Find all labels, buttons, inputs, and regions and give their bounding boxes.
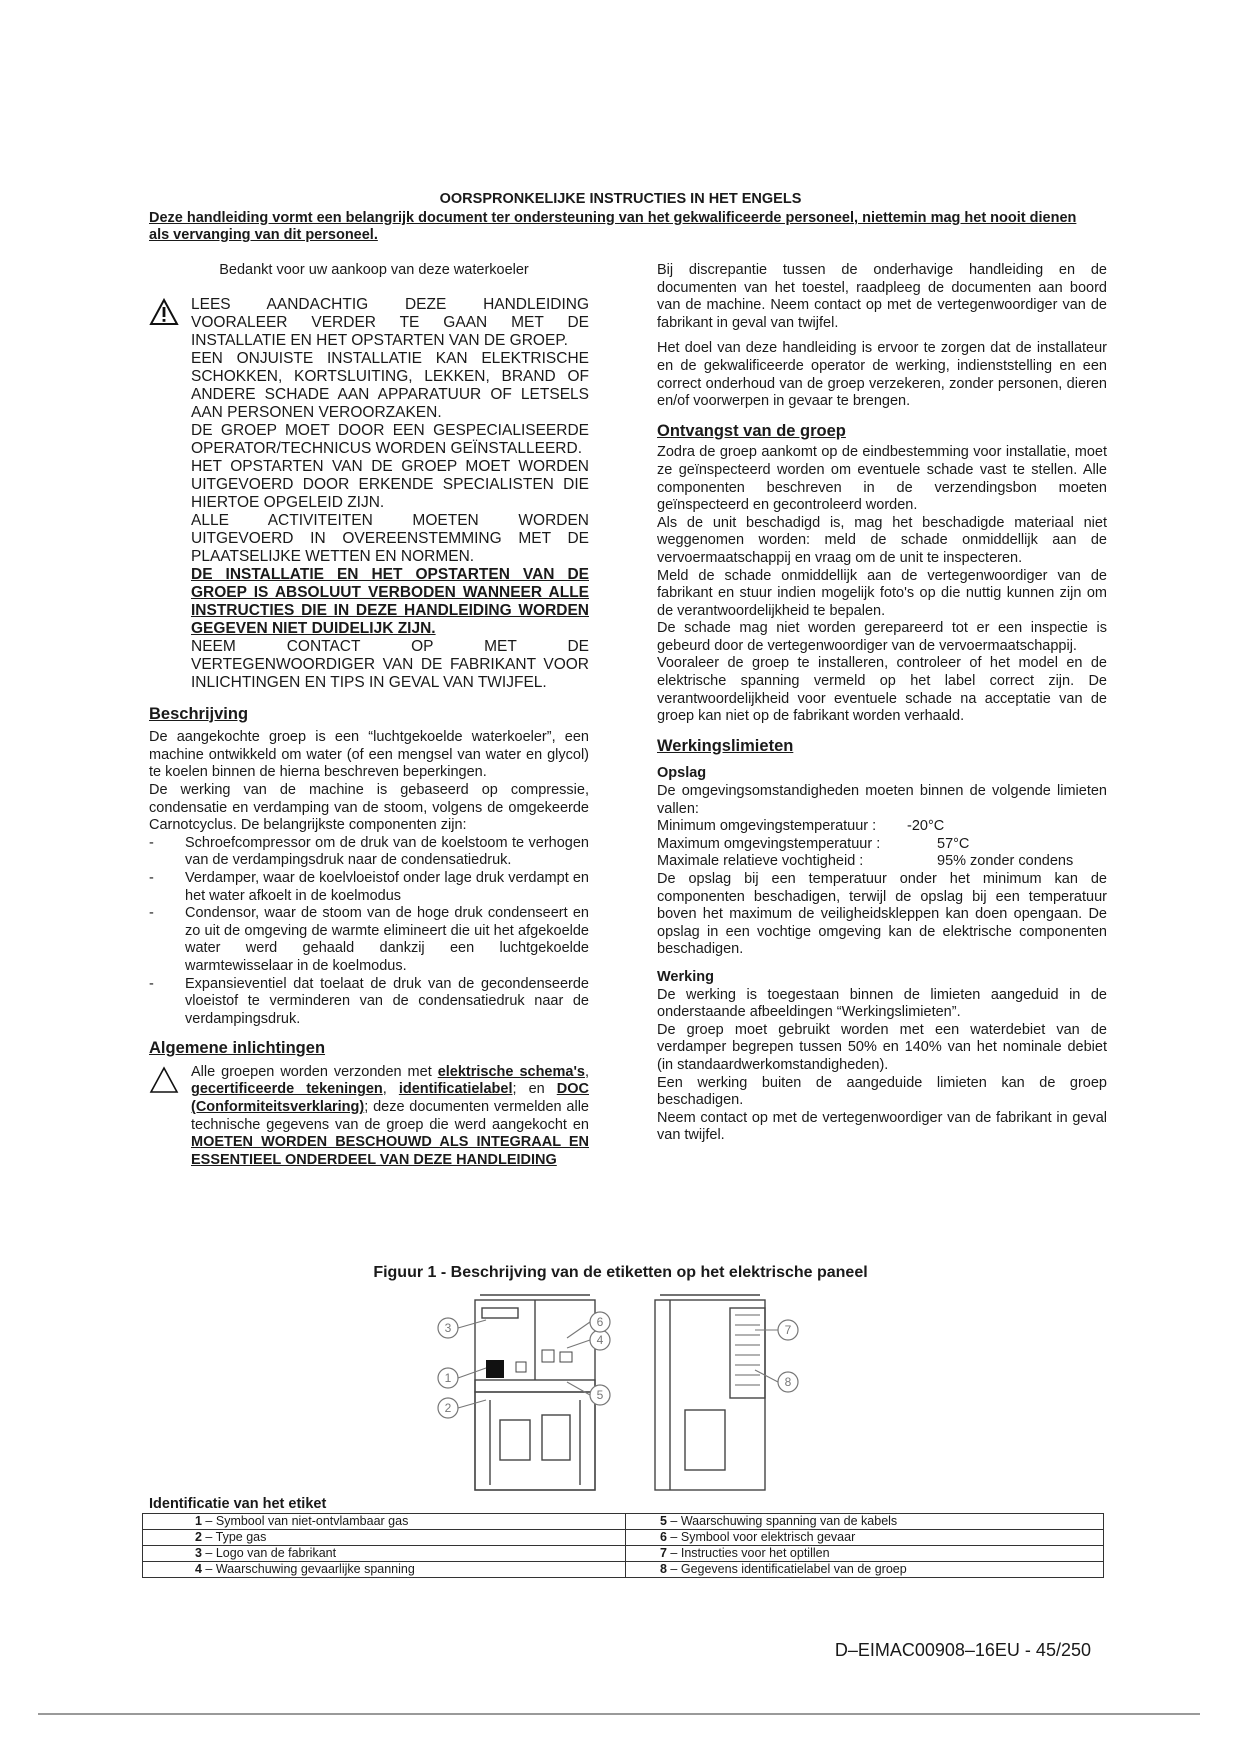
limit-row: Minimum omgevingstemperatuur : -20°C bbox=[657, 818, 945, 835]
beschrijving-paragraph: De aangekochte groep is een “luchtgekoelde waterkoeler”, een machine ontwikkeld om water (of een mengsel van water en glycol) te koelen binnen de hierna beschreven beperkingen. bbox=[149, 729, 589, 781]
section-heading-ontvangst: Ontvangst van de groep bbox=[657, 421, 846, 440]
callout-7: 7 bbox=[784, 1323, 792, 1337]
werking-paragraph: Een werking buiten de aangeduide limieten kan de groep beschadigen. bbox=[657, 1074, 1107, 1109]
table-cell: 2 – Type gas bbox=[143, 1530, 626, 1546]
werking-paragraph: De groep moet gebruikt worden met een waterdebiet van de verdamper begrepen tussen 50% en 140% van het nominale debiet (in standaardwerkomstandigheden). bbox=[657, 1021, 1107, 1073]
component-list-item: - Schroefcompressor om de druk van de koelstoom te verhogen van de verdampingsdruk naar de condensatiedruk. bbox=[149, 834, 589, 869]
limit-row: Maximum omgevingstemperatuur : 57°C bbox=[657, 835, 970, 852]
callout-4: 4 bbox=[596, 1333, 604, 1347]
table-row bbox=[143, 1530, 1104, 1546]
ontvangst-paragraph: Als de unit beschadigd is, mag het beschadigde materiaal niet weggenomen worden: meld de schade onmiddellijk aan de vervoermaatschappij en vraag om de unit te inspecteren. bbox=[657, 514, 1107, 566]
table-cell: 7 – Instructies voor het optillen bbox=[626, 1546, 1104, 1562]
left-column bbox=[149, 262, 589, 1169]
chiller-unit-drawing bbox=[430, 1290, 800, 1510]
warning-line: LEES AANDACHTIG DEZE HANDLEIDING VOORALEER VERDER TE GAAN MET DE INSTALLATIE EN HET OPSTARTEN VAN DE GROEP. bbox=[191, 295, 589, 349]
callout-6: 6 bbox=[596, 1315, 604, 1329]
warning-line: DE GROEP MOET DOOR EEN GESPECIALISEERDE OPERATOR/TECHNICUS WORDEN GEÏNSTALLEERD. bbox=[191, 421, 589, 457]
table-cell: 6 – Symbool voor elektrisch gevaar bbox=[626, 1530, 1104, 1546]
subheading-opslag: Opslag bbox=[657, 765, 707, 782]
ontvangst-paragraph: Meld de schade onmiddellijk aan de vertegenwoordiger van de fabrikant en stuur indien mogelijk foto's op die nuttig kunnen zijn om de verantwoordelijkheid te bepalen. bbox=[657, 567, 1107, 619]
werking-paragraph: De werking is toegestaan binnen de limieten aangeduid in de onderstaande afbeeldingen “Werkingslimieten”. bbox=[657, 986, 1107, 1021]
ontvangst-paragraph: Zodra de groep aankomt op de eindbestemming voor installatie, moet ze geïnspecteerd worden om eventuele schade vast te stellen. Alle componenten beschreven in de verzendingsbon moeten geïnspecteerd en gecontroleerd worden. bbox=[657, 444, 1107, 514]
callout-3: 3 bbox=[444, 1321, 452, 1335]
table-cell: 4 – Waarschuwing gevaarlijke spanning bbox=[143, 1562, 626, 1578]
thanks-line: Bedankt voor uw aankoop van deze waterkoeler bbox=[219, 262, 529, 278]
callout-2: 2 bbox=[444, 1401, 452, 1415]
page-divider bbox=[38, 1713, 1200, 1715]
warning-contact: NEEM CONTACT OP MET DE VERTEGENWOORDIGER VAN DE FABRIKANT VOOR INLICHTINGEN EN TIPS IN GEVAL VAN TWIJFEL. bbox=[191, 637, 589, 691]
subheading-werking: Werking bbox=[657, 968, 714, 985]
ontvangst-paragraph: De schade mag niet worden gerepareerd tot er een inspectie is gebeurd door de vertegenwoordiger van de vervoermaatschappij. bbox=[657, 620, 1107, 654]
table-row bbox=[143, 1514, 1104, 1530]
opslag-intro: De omgevingsomstandigheden moeten binnen de volgende limieten vallen: bbox=[657, 783, 1107, 817]
general-info-text: Alle groepen worden verzonden met elektrische schema's, gecertificeerde tekeningen, identificatielabel; en DOC (Conformiteitsverklaring); deze documenten vermelden alle technische gegevens van de groep die werd aangekocht en MOETEN WORDEN BESCHOUWD ALS INTEGRAAL EN ESSENTIEEL ONDERDEEL VAN DEZE HANDLEIDING bbox=[191, 1063, 589, 1168]
general-info-block bbox=[149, 1064, 589, 1170]
callout-8: 8 bbox=[784, 1375, 792, 1389]
label-table bbox=[142, 1513, 1104, 1578]
warning-line: HET OPSTARTEN VAN DE GROEP MOET WORDEN UITGEVOERD DOOR ERKENDE SPECIALISTEN DIE HIERTOE OPGELEID ZIJN. bbox=[191, 457, 589, 511]
component-list-item: - Verdamper, waar de koelvloeistof onder lage druk verdampt en het water afkoelt in de koelmodus bbox=[149, 869, 589, 904]
figure-caption: Figuur 1 - Beschrijving van de etiketten op het elektrische paneel bbox=[373, 1264, 868, 1281]
discrepancy-paragraph: Bij discrepantie tussen de onderhavige handleiding en de documenten van het toestel, raadpleeg de documenten aan boord van de machine. Neem contact op met de vertegenwoordiger van de fabrikant in geval van twijfel. bbox=[657, 262, 1107, 331]
label-table-heading: Identificatie van het etiket bbox=[149, 1496, 327, 1512]
table-cell: 1 – Symbool van niet-ontvlambaar gas bbox=[143, 1514, 626, 1530]
table-cell: 5 – Waarschuwing spanning van de kabels bbox=[626, 1514, 1104, 1530]
intro-statement: Deze handleiding vormt een belangrijk document ter ondersteuning van het gekwalificeerde personeel, niettemin mag het nooit dienen als vervanging van dit personeel. bbox=[149, 210, 1077, 243]
right-column bbox=[657, 262, 1107, 1145]
callout-5: 5 bbox=[596, 1388, 604, 1402]
callout-1: 1 bbox=[444, 1371, 452, 1385]
purpose-paragraph: Het doel van deze handleiding is ervoor te zorgen dat de installateur en de gekwalificeerde operator de werking, indienststelling en een correct onderhoud van de groep verzekeren, zonder personen, dieren en/of voorwerpen in gevaar te brengen. bbox=[657, 340, 1107, 410]
label-marker bbox=[486, 1360, 504, 1378]
limit-row: Maximale relatieve vochtigheid : 95% zonder condens bbox=[657, 853, 1074, 870]
document-reference: D–EIMAC00908–16EU - 45/250 bbox=[834, 1640, 1091, 1660]
section-heading-algemeen: Algemene inlichtingen bbox=[149, 1039, 326, 1058]
warning-line: EEN ONJUISTE INSTALLATIE KAN ELEKTRISCHE SCHOKKEN, KORTSLUITING, LEKKEN, BRAND OF ANDERE SCHADE AAN APPARATUUR OF LETSELS AAN PERSONEN VEROORZAKEN. bbox=[191, 349, 589, 421]
warning-prohibition: DE INSTALLATIE EN HET OPSTARTEN VAN DE GROEP IS ABSOLUUT VERBODEN WANNEER ALLE INSTRUCTIES DIE IN DEZE HANDLEIDING WORDEN GEGEVEN NIET DUIDELIJK ZIJN. bbox=[191, 565, 589, 637]
table-row bbox=[143, 1562, 1104, 1578]
caution-triangle-icon bbox=[149, 1066, 179, 1094]
component-list-item: - Condensor, waar de stoom van de hoge druk condenseert en zo uit de omgeving de warmte elimineert die uit het afgekoelde water werd gehaald dankzij een luchtgekoelde warmtewisselaar in de koelmodus. bbox=[149, 905, 589, 974]
table-cell: 3 – Logo van de fabrikant bbox=[143, 1546, 626, 1562]
table-cell: 8 – Gegevens identificatielabel van de groep bbox=[626, 1562, 1104, 1578]
safety-warning bbox=[149, 296, 589, 692]
component-list-item: - Expansieventiel dat toelaat de druk van de gecondenseerde vloeistof te verminderen van de condensatiedruk naar de verdampingsdruk. bbox=[149, 975, 589, 1027]
section-heading-werkingslimieten: Werkingslimieten bbox=[657, 736, 794, 755]
table-row bbox=[143, 1546, 1104, 1562]
opslag-text: De opslag bij een temperatuur onder het minimum kan de componenten beschadigen, terwijl de opslag bij een temperatuur boven het maximum de veiligheidskleppen kan doen opengaan. De opslag in een vochtige omgeving kan de elektrische componenten beschadigen. bbox=[657, 871, 1107, 958]
ontvangst-paragraph: Vooraleer de groep te installeren, controleer of het model en de elektrische spanning vermeld op het label correct zijn. De verantwoordelijkheid voor eventuele schade na acceptatie van de groep kan niet op de fabrikant worden verhaald. bbox=[657, 655, 1107, 725]
section-heading-beschrijving: Beschrijving bbox=[149, 704, 249, 723]
warning-triangle-icon bbox=[149, 298, 179, 326]
warning-line: ALLE ACTIVITEITEN MOETEN WORDEN UITGEVOERD IN OVEREENSTEMMING MET DE PLAATSELIJKE WETTEN EN NORMEN. bbox=[191, 511, 589, 565]
werking-paragraph: Neem contact op met de vertegenwoordiger van de fabrikant in geval van twijfel. bbox=[657, 1109, 1107, 1144]
document-title: OORSPRONKELIJKE INSTRUCTIES IN HET ENGELS bbox=[439, 191, 802, 207]
beschrijving-paragraph: De werking van de machine is gebaseerd op compressie, condensatie en verdamping van de stoom, volgens de omgekeerde Carnotcyclus. De belangrijkste componenten zijn: bbox=[149, 781, 589, 834]
